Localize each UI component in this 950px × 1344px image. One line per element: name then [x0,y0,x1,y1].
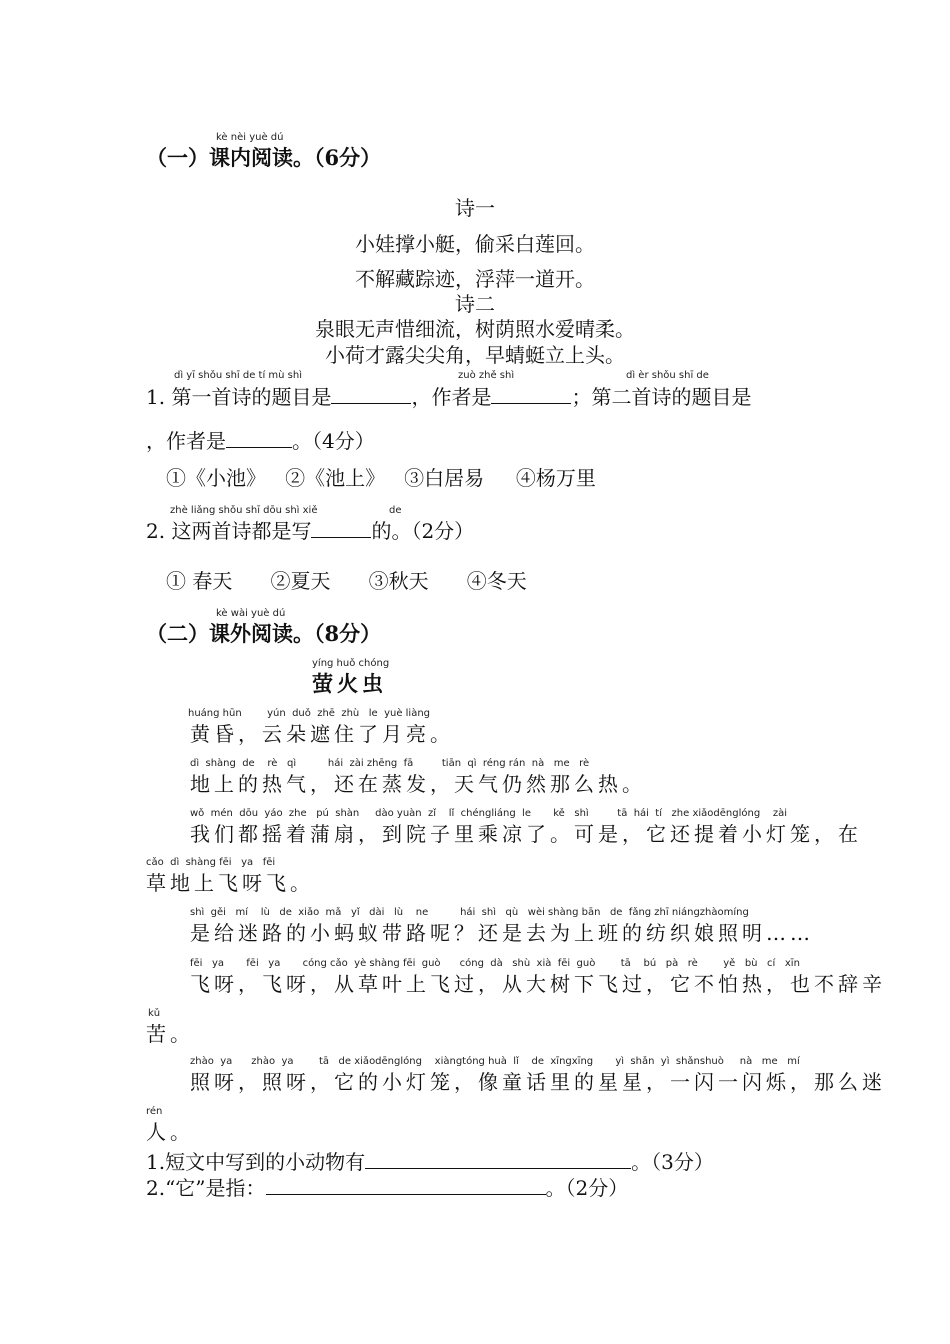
section2-heading: （二）课外阅读。（8分） [146,621,382,646]
q1-line2-end: 。（4分） [292,429,375,453]
story-p3b: 草地上飞呀飞。 [146,871,314,895]
story-p3: 我们都摇着蒲扇，到院子里乘凉了。可是，它还提着小灯笼，在 [190,822,862,846]
section2-pinyin: kè wài yuè dú [216,608,286,619]
story-p2: 地上的热气，还在蒸发，天气仍然那么热。 [190,772,646,796]
q3-line [146,1146,714,1175]
q4-text-part1: 2.“它”是指： [146,1176,266,1200]
story-p5b: 苦。 [146,1022,194,1046]
poem1-line2: 不解藏踪迹，浮萍一道开。 [355,267,595,291]
q1-text-part2: ，作者是 [411,385,492,409]
story-p4: 是给迷路的小蚂蚁带路呢？还是去为上班的纺织娘照明…… [190,921,814,945]
story-p1-pinyin: huáng hūn yún duǒ zhē zhù le yuè liàng [188,708,431,719]
story-p5: 飞呀，飞呀，从草叶上飞过，从大树下飞过，它不怕热，也不辞辛 [190,972,886,996]
q1-pinyin-b: zuò zhě shì [458,370,515,381]
q1-answer-blank2[interactable] [491,385,571,404]
q2-text-part1: 2. 这两首诗都是写 [146,519,312,543]
story-p2-pinyin: dì shàng de rè qì hái zài zhēng fā tiān qì réng rán nà me rè [190,758,590,769]
story-p6b: 人。 [146,1120,194,1144]
story-p1: 黄昏，云朵遮住了月亮。 [190,722,454,746]
q4-answer-blank[interactable] [266,1176,546,1195]
q1-pinyin-a: dì yī shǒu shī de tí mù shì [174,370,303,381]
q1-options: ①《小池》 ②《池上》 ③白居易 ④杨万里 [166,466,596,490]
q1-answer-blank1[interactable] [331,385,411,404]
story-p6-pinyin: zhào ya zhào ya tā de xiǎodēnglóng xiàngtóng huà lǐ de xīngxīng yì shǎn yì shǎnshuò nà me mí [190,1056,800,1067]
q1-text-part3: ；第二首诗的题目是 [571,385,752,409]
story-p3b-pinyin: cǎo dì shàng fēi ya fēi [146,857,276,868]
q3-text-part1: 1.短文中写到的小动物有 [146,1150,366,1174]
story-p5-pinyin: fēi ya fēi ya cóng cǎo yè shàng fēi guò cóng dà shù xià fēi guò tā bú pà rè yě bù cí xīn [190,958,800,969]
q1-line1 [146,381,751,410]
poem1-title: 诗一 [455,196,495,220]
section1-pinyin: kè nèi yuè dú [216,132,284,143]
q1-pinyin-c: dì èr shǒu shī de [626,370,709,381]
story-p6: 照呀，照呀，它的小灯笼，像童话里的星星，一闪一闪烁，那么迷 [190,1070,886,1094]
q2-answer-blank[interactable] [311,519,371,538]
q2-options: ① 春天 ②夏天 ③秋天 ④冬天 [166,569,527,593]
q4-text-part2: 。（2分） [545,1176,629,1200]
q2-pinyin-a: zhè liǎng shǒu shī dōu shì xiě [170,505,318,516]
q1-line2 [146,425,375,454]
story-p5b-pinyin: kǔ [148,1008,161,1019]
story-p4-pinyin: shì gěi mí lù de xiǎo mǎ yǐ dài lù ne hái shì qù wèi shàng bān de fǎng zhī niángzhàomíng [190,907,749,918]
q2-text-part2: 的。（2分） [371,519,475,543]
poem2-line1: 泉眼无声惜细流，树荫照水爱晴柔。 [315,317,635,341]
q1-line2-start: ，作者是 [146,429,226,453]
q2-pinyin-b: de [389,505,402,516]
q4-line [146,1172,628,1201]
poem2-title: 诗二 [455,292,495,316]
q1-answer-blank3[interactable] [226,429,292,448]
poem2-line2: 小荷才露尖尖角，早蜻蜓立上头。 [325,343,625,367]
q1-text-part1: 1. 第一首诗的题目是 [146,385,332,409]
story-title: 萤火虫 [312,671,387,696]
q3-answer-blank[interactable] [365,1150,631,1169]
story-p6b-pinyin: rén [146,1106,163,1117]
section1-heading: （一）课内阅读。（6分） [146,145,382,170]
story-p3-pinyin: wǒ mén dōu yáo zhe pú shàn dào yuàn zǐ lǐ chéngliáng le kě shì tā hái tí zhe xiǎodēnglóng zài [190,808,788,819]
story-title-pinyin: yíng huǒ chóng [312,658,390,669]
q3-text-part2: 。（3分） [631,1150,714,1174]
poem1-line1: 小娃撑小艇，偷采白莲回。 [355,232,595,256]
q2-line [146,515,474,544]
